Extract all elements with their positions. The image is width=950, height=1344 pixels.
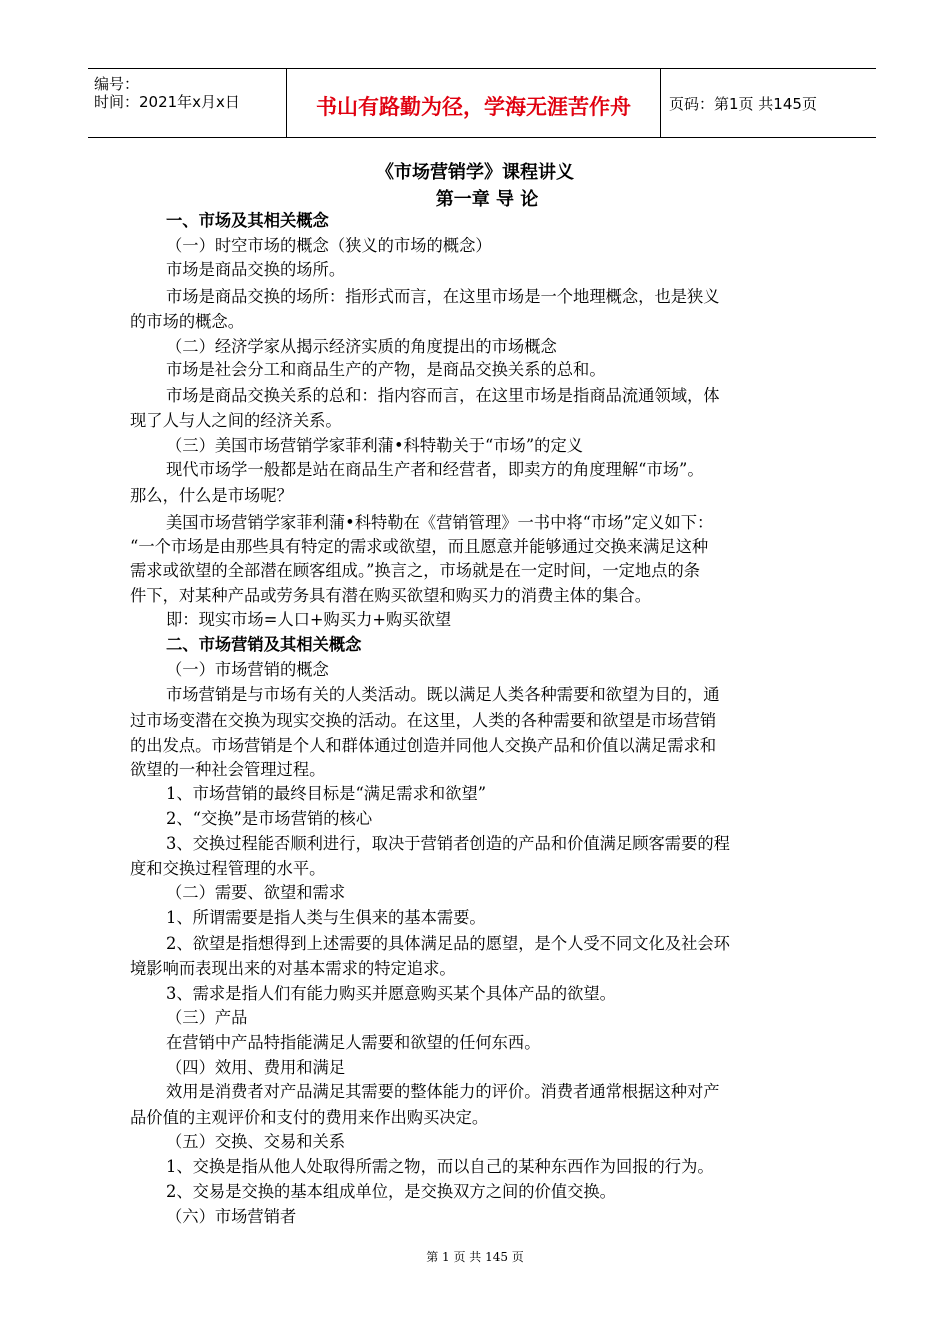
subheading: （三）产品: [166, 1008, 248, 1027]
paragraph-line: 现代市场学一般都是站在商品生产者和经营者，即卖方的角度理解“市场”。: [166, 460, 704, 479]
subheading: （五）交换、交易和关系: [166, 1132, 346, 1151]
time-label: 时间：2021年x月x日: [94, 93, 240, 111]
paragraph-line: 度和交换过程管理的水平。: [130, 859, 326, 878]
paragraph-line: 现了人与人之间的经济关系。: [130, 411, 342, 430]
paragraph-line: 件下，对某种产品或劳务具有潜在购买欲望和购买力的消费主体的集合。: [130, 586, 652, 605]
paragraph-line: 境影响而表现出来的对基本需求的特定追求。: [130, 959, 456, 978]
paragraph-line: 的市场的概念。: [130, 312, 244, 331]
page-footer: 第 1 页 共 145 页: [426, 1250, 524, 1264]
list-item: 1、交换是指从他人处取得所需之物，而以自己的某种东西作为回报的行为。: [166, 1157, 714, 1176]
subheading: （四）效用、费用和满足: [166, 1058, 346, 1077]
chapter-title: 第一章 导 论: [435, 189, 539, 210]
number-label: 编号：: [94, 75, 140, 93]
paragraph-line: 那么，什么是市场呢？: [130, 486, 293, 505]
subheading: （一）市场营销的概念: [166, 660, 329, 679]
paragraph-line: 即：现实市场=人口+购买力+购买欲望: [166, 610, 452, 629]
list-item: 2、欲望是指想得到上述需要的具体满足品的愿望，是个人受不同文化及社会环: [166, 934, 730, 953]
paragraph-line: 市场是社会分工和商品生产的产物，是商品交换关系的总和。: [166, 360, 606, 379]
header-page-cell: [661, 69, 876, 137]
paragraph-line: 美国市场营销学家菲利蒲•科特勒在《营销管理》一书中将“市场”定义如下：: [166, 513, 714, 532]
section-heading-2: 二、市场营销及其相关概念: [166, 635, 362, 654]
paragraph-line: 市场是商品交换关系的总和：指内容而言，在这里市场是指商品流通领域，体: [166, 386, 720, 405]
subheading: （二）需要、欲望和需求: [166, 883, 346, 902]
paragraph-line: 的出发点。市场营销是个人和群体通过创造并同他人交换产品和价值以满足需求和: [130, 736, 717, 755]
list-item: 2、“交换”是市场营销的核心: [166, 809, 373, 828]
subheading: （二）经济学家从揭示经济实质的角度提出的市场概念: [166, 337, 557, 356]
section-heading-1: 一、市场及其相关概念: [166, 211, 329, 230]
list-item: 1、市场营销的最终目标是“满足需求和欲望”: [166, 784, 487, 803]
header-table: [88, 68, 876, 138]
paragraph-line: “一个市场是由那些具有特定的需求或欲望，而且愿意并能够通过交换来满足这种: [130, 537, 709, 556]
page-label: 页码：第1页 共145页: [669, 95, 817, 113]
subheading: （一）时空市场的概念（狭义的市场的概念）: [166, 236, 492, 255]
header-meta-cell: [88, 69, 287, 137]
motto-text: 书山有路勤为径，学海无涯苦作舟: [316, 95, 631, 119]
paragraph-line: 过市场变潜在交换为现实交换的活动。在这里，人类的各种需要和欲望是市场营销: [130, 711, 717, 730]
paragraph-line: 欲望的一种社会管理过程。: [130, 760, 326, 779]
list-item: 1、所谓需要是指人类与生俱来的基本需要。: [166, 908, 486, 927]
document-title: 《市场营销学》课程讲义: [376, 162, 574, 183]
header-motto-cell: [287, 69, 661, 137]
paragraph-line: 需求或欲望的全部潜在顾客组成。”换言之，市场就是在一定时间，一定地点的条: [130, 561, 701, 580]
paragraph-line: 效用是消费者对产品满足其需要的整体能力的评价。消费者通常根据这种对产: [166, 1082, 720, 1101]
subheading: （三）美国市场营销学家菲利蒲•科特勒关于“市场”的定义: [166, 436, 584, 455]
paragraph-line: 品价值的主观评价和支付的费用来作出购买决定。: [130, 1108, 489, 1127]
paragraph-line: 在营销中产品特指能满足人需要和欲望的任何东西。: [166, 1033, 541, 1052]
paragraph-line: 市场是商品交换的场所。: [166, 260, 346, 279]
paragraph-line: 市场营销是与市场有关的人类活动。既以满足人类各种需要和欲望为目的，通: [166, 685, 720, 704]
list-item: 3、需求是指人们有能力购买并愿意购买某个具体产品的欲望。: [166, 984, 616, 1003]
subheading: （六）市场营销者: [166, 1207, 297, 1226]
list-item: 3、交换过程能否顺利进行，取决于营销者创造的产品和价值满足顾客需要的程: [166, 834, 730, 853]
list-item: 2、交易是交换的基本组成单位，是交换双方之间的价值交换。: [166, 1182, 616, 1201]
paragraph-line: 市场是商品交换的场所：指形式而言，在这里市场是一个地理概念，也是狭义: [166, 287, 720, 306]
